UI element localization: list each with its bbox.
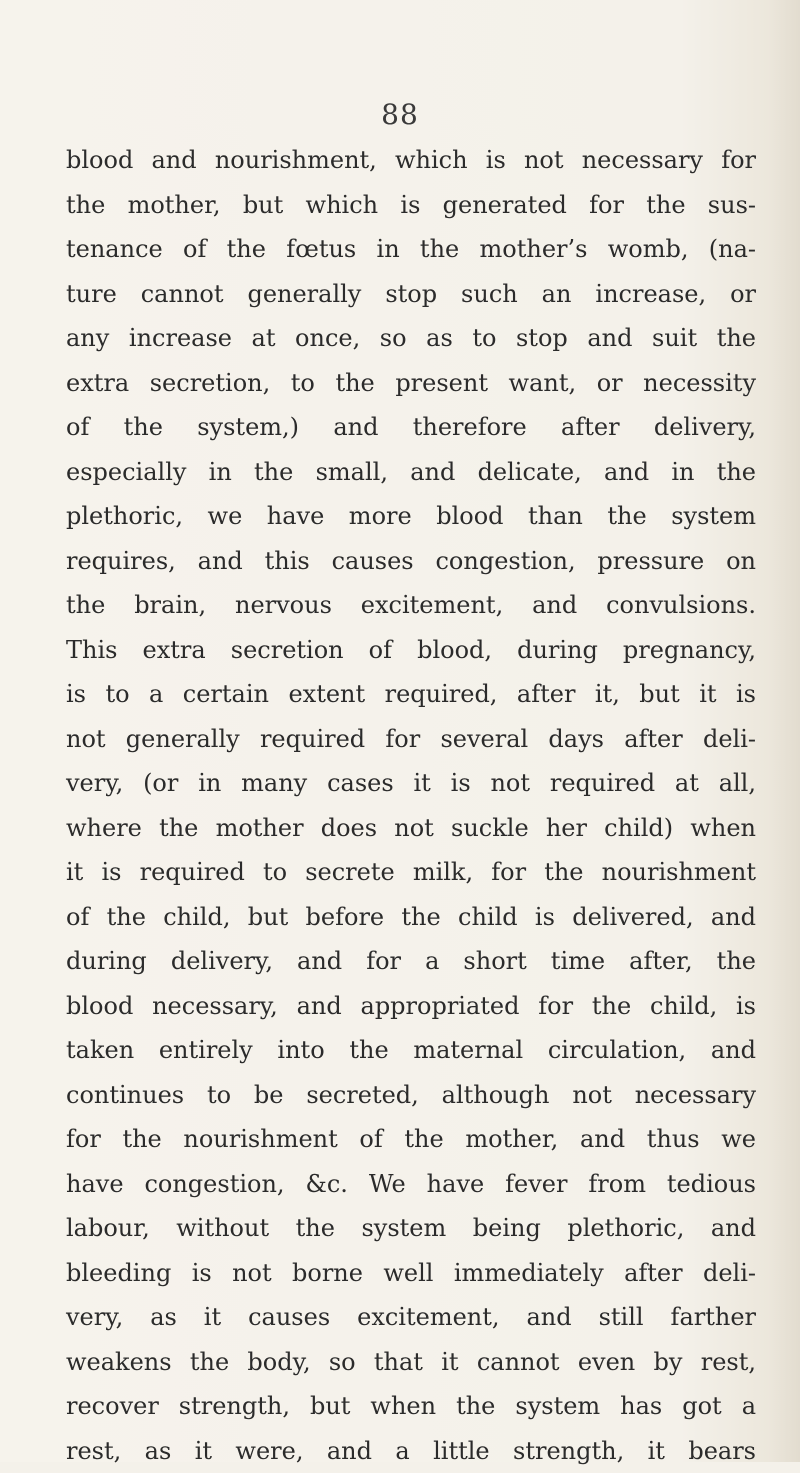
text-line: very, as it causes excitement, and still farther — [66, 1295, 756, 1340]
text-line: continues to be secreted, although not necessary — [66, 1073, 756, 1118]
text-line: of the system,) and therefore after delivery, — [66, 405, 756, 450]
text-line: requires, and this causes congestion, pressure on — [66, 539, 756, 584]
text-line: blood necessary, and appropriated for the child, is — [66, 984, 756, 1029]
text-line: labour, without the system being plethoric, and — [66, 1206, 756, 1251]
text-line: the mother, but which is generated for the sus- — [66, 183, 756, 228]
text-line: where the mother does not suckle her child) when — [66, 806, 756, 851]
text-line: during delivery, and for a short time after, the — [66, 939, 756, 984]
text-line: extra secretion, to the present want, or necessity — [66, 361, 756, 406]
text-line: ture cannot generally stop such an increase, or — [66, 272, 756, 317]
text-line: taken entirely into the maternal circulation, and — [66, 1028, 756, 1073]
text-line: blood and nourishment, which is not necessary for — [66, 138, 756, 183]
text-line: not generally required for several days after deli- — [66, 717, 756, 762]
text-line: for the nourishment of the mother, and thus we — [66, 1117, 756, 1162]
text-line: any increase at once, so as to stop and suit the — [66, 316, 756, 361]
text-line: This extra secretion of blood, during pregnancy, — [66, 628, 756, 673]
text-line: especially in the small, and delicate, and in the — [66, 450, 756, 495]
text-line: plethoric, we have more blood than the system — [66, 494, 756, 539]
text-line: the brain, nervous excitement, and convulsions. — [66, 583, 756, 628]
text-line: very, (or in many cases it is not required at all, — [66, 761, 756, 806]
text-line: recover strength, but when the system has got a — [66, 1384, 756, 1429]
text-line: weakens the body, so that it cannot even by rest, — [66, 1340, 756, 1385]
text-line: tenance of the fœtus in the mother’s womb, (na- — [66, 227, 756, 272]
text-line: have congestion, &c. We have fever from tedious — [66, 1162, 756, 1207]
text-line: of the child, but before the child is delivered, and — [66, 895, 756, 940]
body-text — [66, 138, 756, 1473]
text-line: it is required to secrete milk, for the nourishment — [66, 850, 756, 895]
page-number: 88 — [0, 98, 800, 131]
text-line: bleeding is not borne well immediately after deli- — [66, 1251, 756, 1296]
text-line: is to a certain extent required, after it, but it is — [66, 672, 756, 717]
text-line: rest, as it were, and a little strength, it bears — [66, 1429, 756, 1473]
